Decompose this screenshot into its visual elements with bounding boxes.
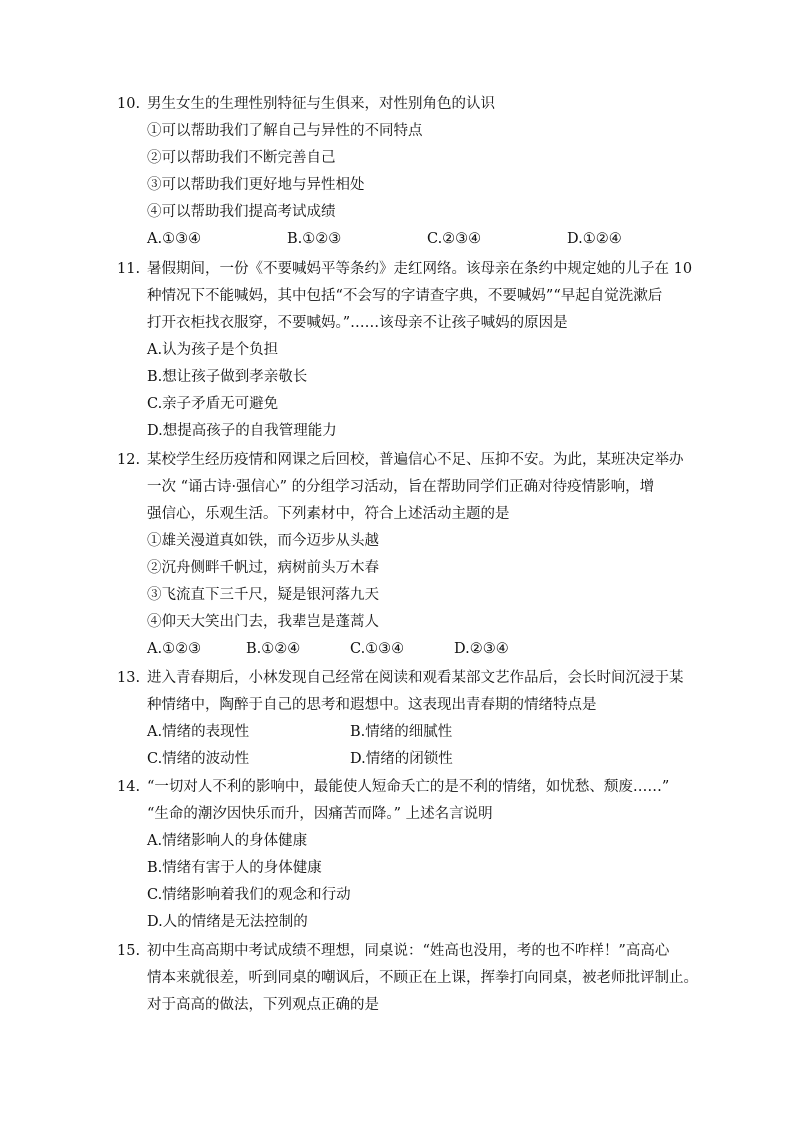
question-number: 12. bbox=[117, 452, 141, 468]
option-a: A.情绪的表现性 bbox=[147, 724, 250, 740]
option-a: A.认为孩子是个负担 bbox=[147, 342, 279, 358]
option-c: C.情绪的波动性 bbox=[147, 751, 250, 767]
option-b: B.情绪有害于人的身体健康 bbox=[147, 860, 322, 876]
option-d: D.人的情绪是无法控制的 bbox=[147, 914, 308, 930]
question-14 bbox=[117, 774, 697, 936]
statement-item: ④可以帮助我们提高考试成绩 bbox=[147, 204, 336, 220]
option-b: B.情绪的细腻性 bbox=[350, 724, 453, 740]
question-stem: 男生女生的生理性别特征与生俱来，对性别角色的认识 bbox=[147, 96, 495, 112]
statement-item: ④仰天大笑出门去，我辈岂是蓬蒿人 bbox=[147, 614, 379, 630]
option-a: A.①③④ bbox=[147, 231, 202, 247]
question-12 bbox=[117, 447, 697, 663]
answer-options bbox=[117, 636, 697, 663]
statement-item: ②沉舟侧畔千帆过，病树前头万木春 bbox=[147, 560, 379, 576]
option-d: D.②③④ bbox=[454, 641, 509, 657]
statement-item: ①可以帮助我们了解自己与异性的不同特点 bbox=[147, 123, 423, 139]
option-b: B.①②③ bbox=[287, 231, 342, 247]
question-stem-line: 一次 “诵古诗·强信心” 的分组学习活动，旨在帮助同学们正确对待疫情影响，增 bbox=[147, 479, 655, 495]
option-c: C.①③④ bbox=[350, 641, 405, 657]
option-d: D.①②④ bbox=[567, 231, 622, 247]
question-stem-line: 强信心，乐观生活。下列素材中，符合上述活动主题的是 bbox=[147, 506, 510, 522]
question-number: 10. bbox=[117, 96, 141, 112]
question-stem-line: 打开衣柜找衣服穿，不要喊妈。”……该母亲不让孩子喊妈的原因是 bbox=[147, 315, 568, 331]
question-number: 11. bbox=[117, 261, 141, 277]
question-stem-line: 对于高高的做法，下列观点正确的是 bbox=[147, 997, 379, 1013]
question-13 bbox=[117, 665, 697, 773]
option-c: C.亲子矛盾无可避免 bbox=[147, 396, 279, 412]
option-b: B.想让孩子做到孝亲敬长 bbox=[147, 369, 308, 385]
statement-item: ③飞流直下三千尺，疑是银河落九天 bbox=[147, 587, 379, 603]
answer-options-row-1 bbox=[117, 719, 697, 746]
statement-item: ①雄关漫道真如铁，而今迈步从头越 bbox=[147, 533, 379, 549]
question-10 bbox=[117, 91, 697, 253]
answer-options bbox=[117, 226, 697, 253]
question-stem: 暑假期间，一份《不要喊妈平等条约》走红网络。该母亲在条约中规定她的儿子在 10 bbox=[147, 261, 693, 277]
question-stem: 进入青春期后，小林发现自己经常在阅读和观看某部文艺作品后，会长时间沉浸于某 bbox=[147, 670, 684, 686]
question-stem: “一切对人不利的影响中，最能使人短命夭亡的是不利的情绪，如忧愁、颓废……” bbox=[147, 779, 670, 795]
question-number: 14. bbox=[117, 779, 141, 795]
option-d: D.想提高孩子的自我管理能力 bbox=[147, 423, 337, 439]
statement-item: ②可以帮助我们不断完善自己 bbox=[147, 150, 336, 166]
option-c: C.情绪影响着我们的观念和行动 bbox=[147, 887, 351, 903]
question-15 bbox=[117, 938, 697, 1019]
option-c: C.②③④ bbox=[427, 231, 482, 247]
option-a: A.①②③ bbox=[147, 641, 202, 657]
question-11 bbox=[117, 256, 697, 445]
question-stem: 某校学生经历疫情和网课之后回校，普遍信心不足、压抑不安。为此，某班决定举办 bbox=[147, 452, 684, 468]
question-number: 13. bbox=[117, 670, 141, 686]
question-stem-line: 情本来就很差，听到同桌的嘲讽后，不顾正在上课，挥拳打向同桌，被老师批评制止。 bbox=[147, 970, 698, 986]
question-stem: 初中生高高期中考试成绩不理想，同桌说：“姓高也没用，考的也不咋样！”高高心 bbox=[147, 943, 670, 959]
answer-options-row-2 bbox=[117, 746, 697, 773]
option-d: D.情绪的闭锁性 bbox=[350, 751, 453, 767]
question-number: 15. bbox=[117, 943, 141, 959]
statement-item: ③可以帮助我们更好地与异性相处 bbox=[147, 177, 365, 193]
question-stem-line: “生命的潮汐因快乐而升，因痛苦而降。” 上述名言说明 bbox=[147, 806, 493, 822]
question-stem-line: 种情况下不能喊妈，其中包括“不会写的字请查字典，不要喊妈”“早起自觉洗漱后 bbox=[147, 288, 663, 304]
question-stem-line: 种情绪中，陶醉于自己的思考和遐想中。这表现出青春期的情绪特点是 bbox=[147, 697, 597, 713]
option-b: B.①②④ bbox=[246, 641, 301, 657]
option-a: A.情绪影响人的身体健康 bbox=[147, 833, 308, 849]
